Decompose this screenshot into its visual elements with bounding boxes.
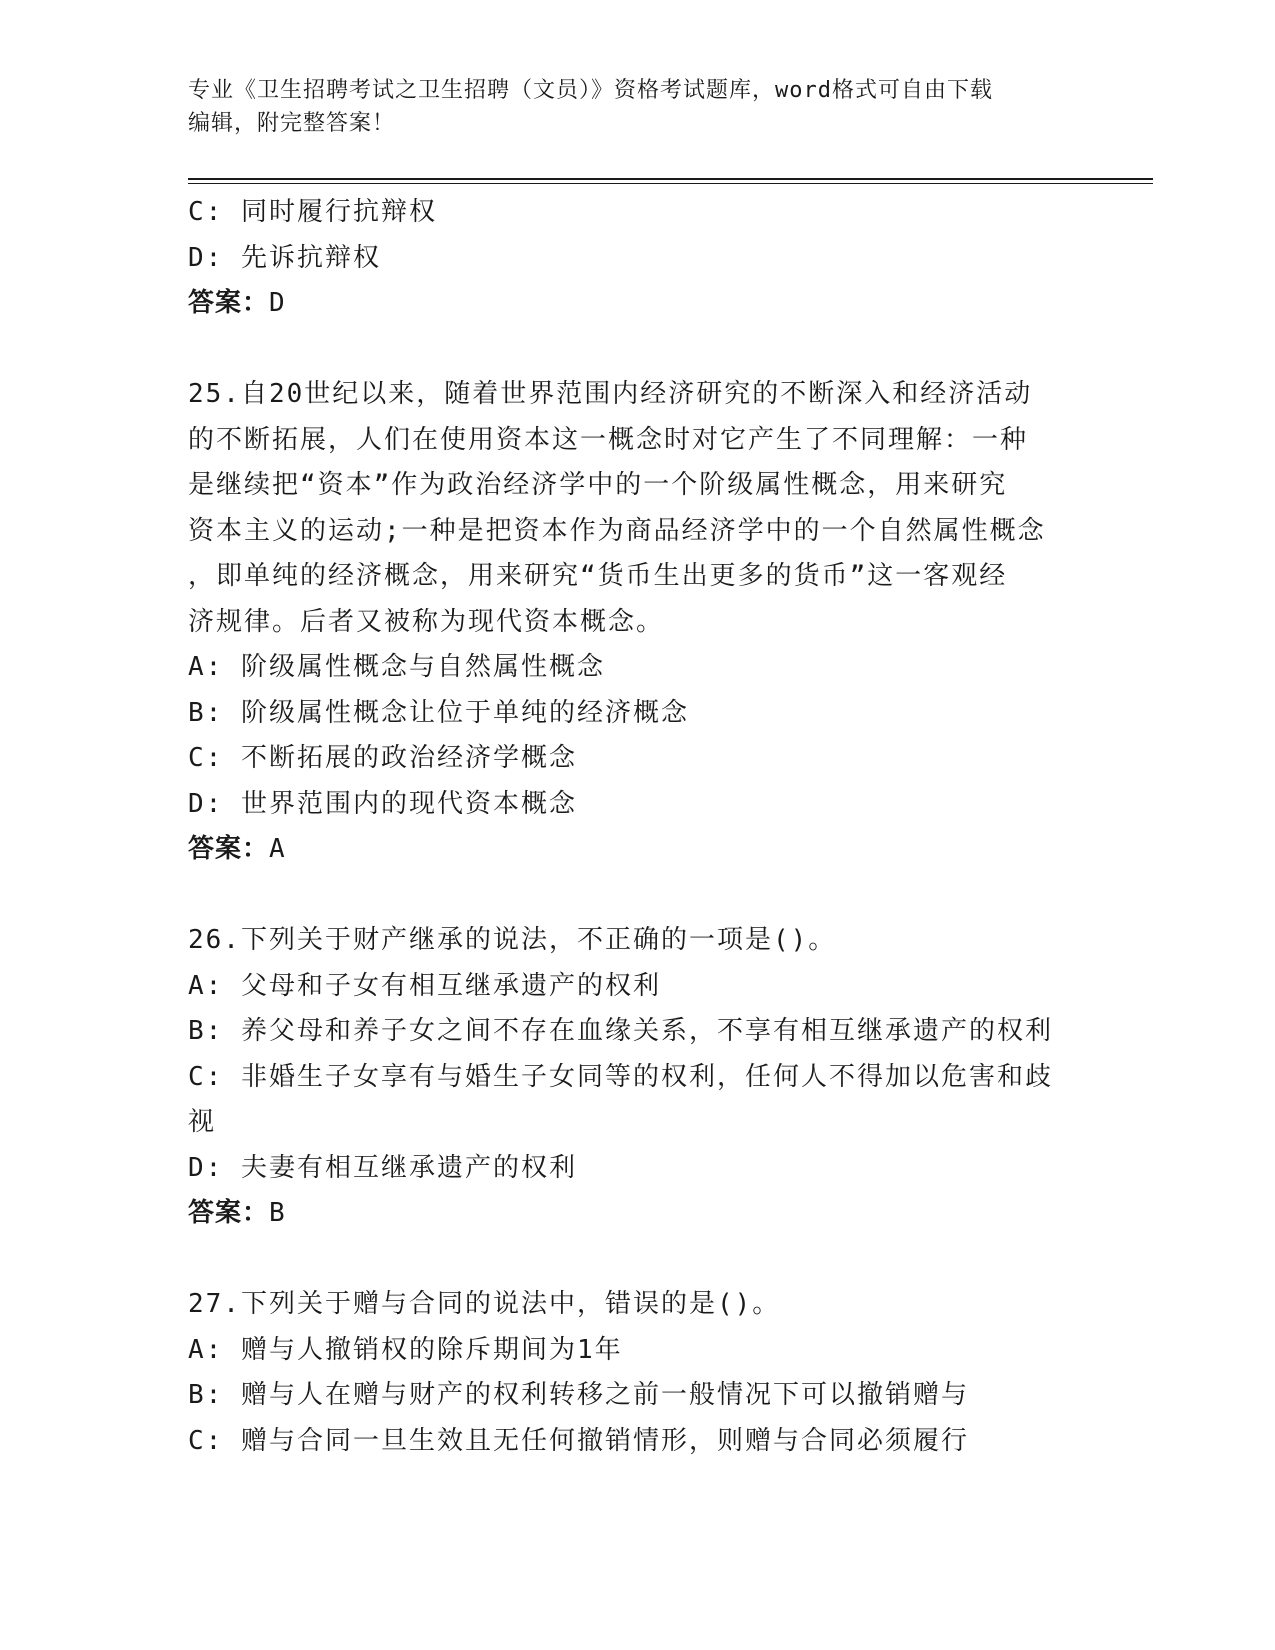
option-a: A: 赠与人撤销权的除斥期间为1年	[188, 1334, 623, 1365]
answer-label: 答案：	[188, 1198, 270, 1228]
document-header	[188, 74, 1068, 140]
option-b: B: 阶级属性概念让位于单纯的经济概念	[188, 697, 689, 728]
question-stem-line: 是继续把“资本”作为政治经济学中的一个阶级属性概念，用来研究	[188, 470, 1008, 500]
spacer	[188, 327, 1088, 373]
question-stem-line: ，即单纯的经济概念，用来研究“货币生出更多的货币”这一客观经	[188, 561, 1008, 591]
answer-label: 答案：	[188, 288, 270, 318]
option-a: A: 父母和子女有相互继承遗产的权利	[188, 970, 661, 1001]
header-divider-thick	[188, 178, 1153, 180]
answer-value: A	[269, 834, 287, 864]
question-content	[188, 190, 1088, 1464]
option-d: D: 世界范围内的现代资本概念	[188, 788, 577, 819]
answer-line	[188, 827, 1088, 873]
option-c-continuation: 视	[188, 1107, 217, 1137]
spacer	[188, 1237, 1088, 1283]
header-line: 专业《卫生招聘考试之卫生招聘（文员）》资格考试题库，word格式可自由下载	[188, 78, 993, 103]
option-d: D: 先诉抗辩权	[188, 242, 381, 273]
header-line: 编辑，附完整答案！	[188, 111, 396, 136]
question-stem-line: 26.下列关于财产继承的说法，不正确的一项是()。	[188, 925, 837, 955]
question-stem-line: 的不断拓展，人们在使用资本这一概念时对它产生了不同理解：一种	[188, 424, 1029, 455]
option-d: D: 夫妻有相互继承遗产的权利	[188, 1152, 577, 1183]
option-b: B: 赠与人在赠与财产的权利转移之前一般情况下可以撤销赠与	[188, 1380, 969, 1410]
option-b: B: 养父母和养子女之间不存在血缘关系，不享有相互继承遗产的权利	[188, 1016, 1053, 1046]
option-c: C: 不断拓展的政治经济学概念	[188, 743, 577, 773]
answer-value: D	[269, 288, 287, 318]
option-c: C: 非婚生子女享有与婚生子女同等的权利，任何人不得加以危害和歧	[188, 1061, 1053, 1092]
question-25	[188, 372, 1088, 873]
question-stem-line: 资本主义的运动;一种是把资本作为商品经济学中的一个自然属性概念	[188, 515, 1046, 546]
answer-value: B	[269, 1198, 287, 1228]
answer-label: 答案：	[188, 834, 270, 864]
answer-line	[188, 1191, 1088, 1237]
option-a: A: 阶级属性概念与自然属性概念	[188, 652, 605, 682]
spacer	[188, 873, 1088, 919]
question-27	[188, 1282, 1088, 1464]
option-c: C: 同时履行抗辩权	[188, 197, 437, 227]
question-stem-line: 济规律。后者又被称为现代资本概念。	[188, 606, 665, 637]
question-stem-line: 25.自20世纪以来，随着世界范围内经济研究的不断深入和经济活动	[188, 379, 1033, 409]
option-c: C: 赠与合同一旦生效且无任何撤销情形，则赠与合同必须履行	[188, 1425, 969, 1456]
question-stem-line: 27.下列关于赠与合同的说法中，错误的是()。	[188, 1289, 781, 1319]
answer-line	[188, 281, 1088, 327]
question-26	[188, 918, 1088, 1237]
header-divider-thin	[188, 183, 1153, 184]
